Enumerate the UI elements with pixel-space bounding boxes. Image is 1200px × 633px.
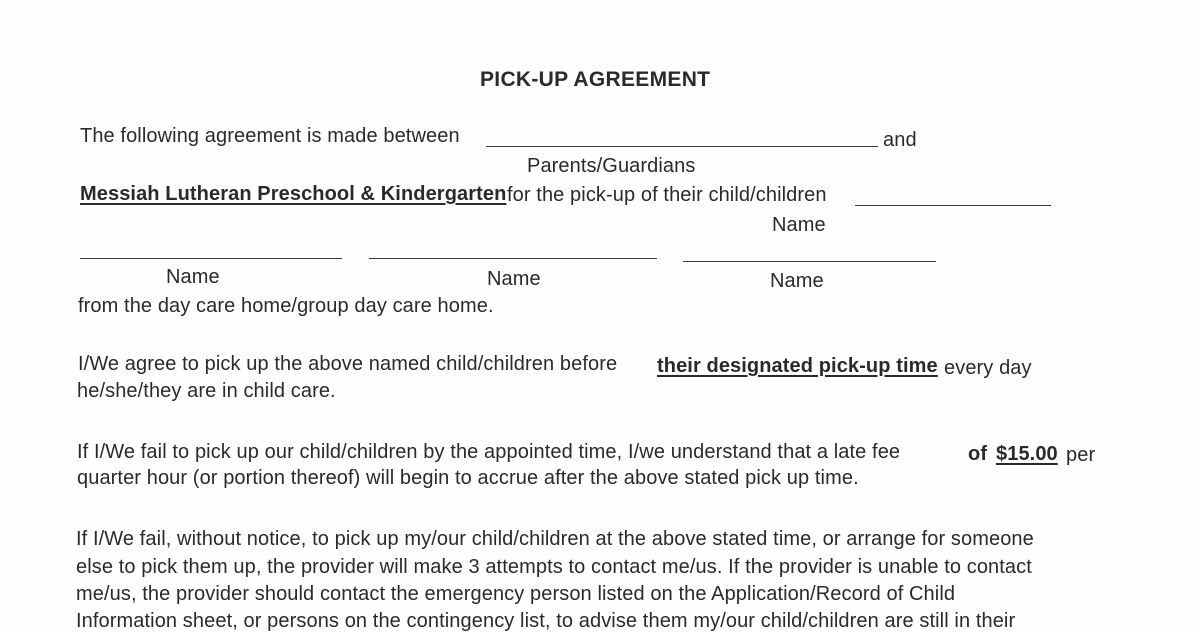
child-name-label-1: Name <box>772 214 826 236</box>
school-name: Messiah Lutheran Preschool & Kindergarten <box>80 183 507 205</box>
child-name-blank-3[interactable] <box>369 258 657 259</box>
parents-guardians-label: Parents/Guardians <box>527 155 696 177</box>
para1-line1-prefix: I/We agree to pick up the above named child/children before <box>78 353 618 375</box>
child-name-blank-4[interactable] <box>683 261 936 262</box>
para1-line1-suffix: every day <box>944 357 1032 379</box>
para1-line2: he/she/they are in child care. <box>77 380 336 402</box>
intro-prefix: The following agreement is made between <box>80 125 460 147</box>
child-name-blank-2[interactable] <box>80 258 342 259</box>
para1-pickup-time: their designated pick-up time <box>657 355 938 377</box>
child-name-label-3: Name <box>487 268 541 290</box>
intro-and: and <box>883 129 917 151</box>
para2-line1-prefix: If I/We fail to pick up our child/children by the appointed time, I/we understand that a late fee <box>77 441 901 463</box>
para3-line2: else to pick them up, the provider will make 3 attempts to contact me/us. If the provider is unable to contact <box>76 556 1032 578</box>
para2-late-fee: $15.00 <box>996 443 1058 465</box>
para2-of: of <box>968 443 988 465</box>
page-title: PICK-UP AGREEMENT <box>480 68 711 91</box>
para2-line2: quarter hour (or portion thereof) will begin to accrue after the above stated pick up time. <box>77 467 859 489</box>
child-name-label-2: Name <box>166 266 220 288</box>
from-line: from the day care home/group day care home. <box>78 295 494 317</box>
child-name-blank-1[interactable] <box>855 205 1051 206</box>
parents-guardians-blank[interactable] <box>486 146 878 147</box>
para3-line1: If I/We fail, without notice, to pick up my/our child/children at the above stated time, or arrange for someone <box>76 528 1034 550</box>
child-name-label-4: Name <box>770 270 824 292</box>
para2-line1-suffix: per <box>1066 444 1096 466</box>
para3-line4: Information sheet, or persons on the contingency list, to advise them my/our child/children are still in their <box>76 610 1016 632</box>
para3-line3: me/us, the provider should contact the emergency person listed on the Application/Record of Child <box>76 583 956 605</box>
school-suffix: for the pick-up of their child/children <box>507 184 827 206</box>
